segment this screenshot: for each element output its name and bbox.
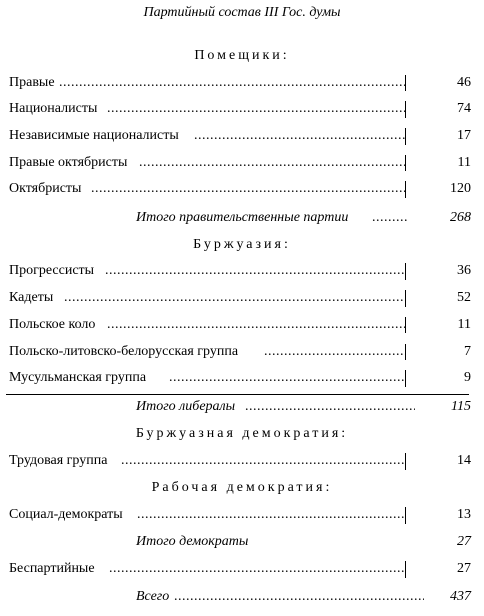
row-label: Националисты <box>9 101 98 116</box>
dot-leader <box>64 290 405 308</box>
column-rule <box>405 75 406 91</box>
dot-leader <box>109 561 405 579</box>
divider-line <box>6 394 469 395</box>
dot-leader <box>264 344 405 362</box>
row-label: Правые <box>9 75 55 90</box>
row-label: Трудовая группа <box>9 453 108 468</box>
column-rule <box>405 453 406 470</box>
row-value: 46 <box>457 75 471 90</box>
row-label: Польское коло <box>9 317 96 332</box>
dot-leader <box>137 507 405 525</box>
column-rule <box>405 128 406 145</box>
section-heading-bourgeois-democracy: Буржуазная демократия: <box>135 426 349 441</box>
subtotal-value: 115 <box>451 399 471 414</box>
row-label: Правые октябристы <box>9 155 128 170</box>
dot-leader <box>372 210 407 228</box>
row-value: 74 <box>457 101 471 116</box>
subtotal-label: Итого правительственные партии <box>136 210 349 225</box>
row-value: 17 <box>457 128 471 143</box>
dot-leader <box>245 399 415 417</box>
grand-total-label: Всего <box>136 589 170 604</box>
column-rule <box>405 507 406 524</box>
dot-leader <box>194 128 405 146</box>
column-rule <box>405 155 406 171</box>
row-value: 9 <box>464 370 471 385</box>
row-label: Независимые националисты <box>9 128 179 143</box>
table-row <box>9 75 471 93</box>
table-row <box>9 370 471 388</box>
table-row <box>9 561 471 579</box>
column-rule <box>405 263 406 280</box>
section-heading-landowners: Помещики: <box>194 48 290 63</box>
subtotal-label: Итого демократы <box>136 534 249 549</box>
column-rule <box>405 317 406 333</box>
dot-leader <box>121 453 405 471</box>
row-value: 27 <box>457 561 471 576</box>
row-label: Прогрессисты <box>9 263 95 278</box>
subtotal-row <box>9 534 471 552</box>
table-row <box>9 128 471 146</box>
table-row <box>9 181 471 199</box>
table-row <box>9 344 471 362</box>
page-title: Партийный состав III Гос. думы <box>143 5 341 20</box>
dot-leader <box>59 75 405 93</box>
subtotal-value: 268 <box>450 210 471 225</box>
dot-leader <box>107 317 405 335</box>
column-rule <box>405 344 406 360</box>
section-heading-bourgeoisie: Буржуазия: <box>193 237 291 252</box>
column-rule <box>405 290 406 307</box>
column-rule <box>405 370 406 387</box>
dot-leader <box>174 589 424 607</box>
dot-leader <box>139 155 405 173</box>
row-label: Польско-литовско-белорусская группа <box>9 344 239 359</box>
row-label: Социал-демократы <box>9 507 123 522</box>
grand-total-row <box>9 589 471 607</box>
table-row <box>9 317 471 335</box>
row-value: 13 <box>457 507 471 522</box>
subtotal-row <box>9 399 471 417</box>
row-label: Беспартийные <box>9 561 95 576</box>
grand-total-value: 437 <box>450 589 471 604</box>
table-row <box>9 453 471 471</box>
row-value: 11 <box>457 155 471 170</box>
row-label: Кадеты <box>9 290 54 305</box>
dot-leader <box>107 101 405 119</box>
row-value: 120 <box>450 181 471 196</box>
subtotal-label: Итого либералы <box>136 399 236 414</box>
column-rule <box>405 561 406 578</box>
subtotal-value: 27 <box>457 534 471 549</box>
table-row <box>9 155 471 173</box>
row-value: 14 <box>457 453 471 468</box>
row-value: 11 <box>457 317 471 332</box>
table-row <box>9 101 471 119</box>
row-label: Мусульманская группа <box>9 370 147 385</box>
row-label: Октябристы <box>9 181 82 196</box>
table-row <box>9 290 471 308</box>
row-value: 52 <box>457 290 471 305</box>
column-rule <box>405 101 406 118</box>
column-rule <box>405 181 406 198</box>
dot-leader <box>169 370 405 388</box>
dot-leader <box>91 181 405 199</box>
row-value: 36 <box>457 263 471 278</box>
section-heading-workers-democracy: Рабочая демократия: <box>151 480 333 495</box>
dot-leader <box>105 263 405 281</box>
row-value: 7 <box>464 344 471 359</box>
table-row <box>9 507 471 525</box>
table-row <box>9 263 471 281</box>
subtotal-row <box>9 210 471 228</box>
